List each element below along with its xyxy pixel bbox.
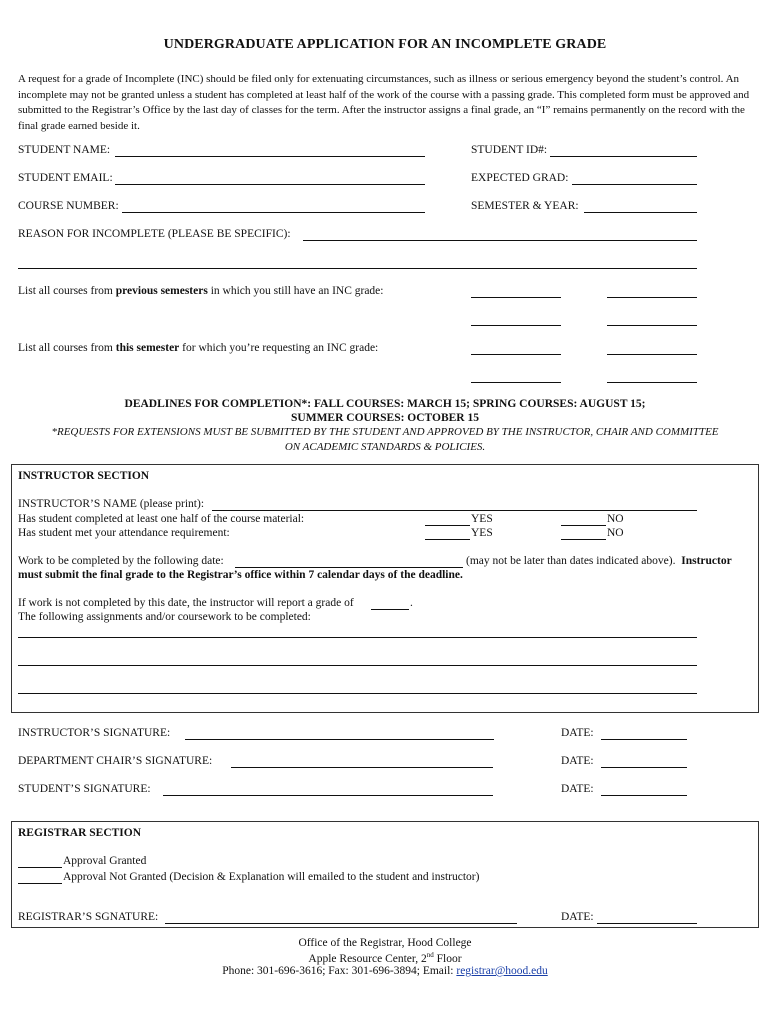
this-semester-course-field-4[interactable] bbox=[607, 382, 697, 383]
assignments-label: The following assignments and/or coursework to be completed: bbox=[18, 611, 311, 623]
previous-course-field-4[interactable] bbox=[607, 325, 697, 326]
approval-not-granted-blank[interactable] bbox=[18, 883, 62, 884]
page-title: UNDERGRADUATE APPLICATION FOR AN INCOMPLETE GRADE bbox=[163, 37, 607, 52]
instructor-section-heading: INSTRUCTOR SECTION bbox=[18, 470, 150, 482]
chair-signature-label: DEPARTMENT CHAIR’S SIGNATURE: bbox=[18, 755, 213, 767]
student-email-field[interactable] bbox=[115, 184, 425, 185]
previous-course-field-2[interactable] bbox=[607, 297, 697, 298]
registrar-section-heading: REGISTRAR SECTION bbox=[18, 827, 142, 839]
student-id-label: STUDENT ID#: bbox=[471, 144, 548, 156]
deadlines-line-2: SUMMER COURSES: OCTOBER 15 bbox=[291, 412, 479, 424]
approval-granted-label: Approval Granted bbox=[63, 855, 147, 867]
intro-paragraph: A request for a grade of Incomplete (INC) should be filed only for extenuating circumstances, such as illness or serious emergency beyond the student’s control. An incomplete may not be granted unless a student has completed at least half of the work of the course with a passing grade. This completed form must be approved and submitted to the Registrar’s Office by the last day of classes for the term. After the instructor assigns a final grade, an “I” remains permanently on the record with the final grade earned beside it. bbox=[18, 73, 750, 132]
assignments-line-1[interactable] bbox=[18, 637, 697, 638]
work-date-field[interactable] bbox=[235, 567, 463, 568]
chair-date-label: DATE: bbox=[561, 755, 594, 767]
footer-address: Apple Resource Center, 2nd Floor bbox=[308, 951, 462, 965]
reason-label: REASON FOR INCOMPLETE (PLEASE BE SPECIFIC): bbox=[18, 228, 291, 240]
default-grade-field[interactable] bbox=[371, 609, 409, 610]
default-grade-period: . bbox=[410, 597, 413, 609]
half-course-yes-label: YES bbox=[471, 513, 493, 525]
attendance-no-blank[interactable] bbox=[561, 539, 606, 540]
this-semester-course-field-2[interactable] bbox=[607, 354, 697, 355]
student-date-label: DATE: bbox=[561, 783, 594, 795]
registrar-date-label: DATE: bbox=[561, 911, 594, 923]
student-signature-field[interactable] bbox=[163, 795, 493, 796]
extension-note-2: ON ACADEMIC STANDARDS & POLICIES. bbox=[284, 441, 486, 453]
reason-field-line-1[interactable] bbox=[303, 240, 697, 241]
registrar-email-link[interactable]: registrar@hood.edu bbox=[456, 965, 548, 977]
work-date-label: Work to be completed by the following date: bbox=[18, 555, 224, 567]
course-number-field[interactable] bbox=[122, 212, 425, 213]
student-name-label: STUDENT NAME: bbox=[18, 144, 111, 156]
instructor-signature-label: INSTRUCTOR’S SIGNATURE: bbox=[18, 727, 171, 739]
instructor-signature-field[interactable] bbox=[185, 739, 494, 740]
student-date-field[interactable] bbox=[601, 795, 687, 796]
attendance-yes-label: YES bbox=[471, 527, 493, 539]
expected-grad-label: EXPECTED GRAD: bbox=[471, 172, 569, 184]
instructor-date-label: DATE: bbox=[561, 727, 594, 739]
attendance-no-label: NO bbox=[607, 527, 624, 539]
half-course-question: Has student completed at least one half of the course material: bbox=[18, 513, 305, 525]
registrar-signature-label: REGISTRAR’S SGNATURE: bbox=[18, 911, 159, 923]
course-number-label: COURSE NUMBER: bbox=[18, 200, 119, 212]
previous-courses-label: List all courses from previous semesters in which you still have an INC grade: bbox=[18, 285, 384, 297]
half-course-no-blank[interactable] bbox=[561, 525, 606, 526]
expected-grad-field[interactable] bbox=[572, 184, 697, 185]
reason-field-line-2[interactable] bbox=[18, 268, 697, 269]
semester-year-label: SEMESTER & YEAR: bbox=[471, 200, 579, 212]
chair-signature-field[interactable] bbox=[231, 767, 493, 768]
instructor-name-label: INSTRUCTOR’S NAME (please print): bbox=[18, 498, 205, 510]
student-email-label: STUDENT EMAIL: bbox=[18, 172, 113, 184]
half-course-yes-blank[interactable] bbox=[425, 525, 470, 526]
final-grade-deadline-note: must submit the final grade to the Registrar’s office within 7 calendar days of the deadline. bbox=[18, 569, 463, 581]
instructor-name-field[interactable] bbox=[212, 510, 697, 511]
this-semester-course-field-1[interactable] bbox=[471, 354, 561, 355]
extension-note-1: *REQUESTS FOR EXTENSIONS MUST BE SUBMITTED BY THE STUDENT AND APPROVED BY THE INSTRUCTOR, CHAIR AND COMMITTEE bbox=[51, 426, 719, 438]
deadlines-line-1: DEADLINES FOR COMPLETION*: FALL COURSES: MARCH 15; SPRING COURSES: AUGUST 15; bbox=[124, 398, 646, 410]
registrar-signature-field[interactable] bbox=[165, 923, 517, 924]
registrar-date-field[interactable] bbox=[597, 923, 697, 924]
attendance-yes-blank[interactable] bbox=[425, 539, 470, 540]
previous-course-field-3[interactable] bbox=[471, 325, 561, 326]
instructor-date-field[interactable] bbox=[601, 739, 687, 740]
semester-year-field[interactable] bbox=[584, 212, 697, 213]
this-semester-courses-label: List all courses from this semester for which you’re requesting an INC grade: bbox=[18, 342, 379, 354]
default-grade-label: If work is not completed by this date, the instructor will report a grade of bbox=[18, 597, 354, 609]
half-course-no-label: NO bbox=[607, 513, 624, 525]
student-id-field[interactable] bbox=[550, 156, 697, 157]
student-name-field[interactable] bbox=[115, 156, 425, 157]
footer-office: Office of the Registrar, Hood College bbox=[298, 937, 472, 949]
chair-date-field[interactable] bbox=[601, 767, 687, 768]
student-signature-label: STUDENT’S SIGNATURE: bbox=[18, 783, 151, 795]
approval-not-granted-label: Approval Not Granted (Decision & Explanation will emailed to the student and instructor) bbox=[63, 871, 480, 883]
this-semester-course-field-3[interactable] bbox=[471, 382, 561, 383]
previous-course-field-1[interactable] bbox=[471, 297, 561, 298]
footer-contact: Phone: 301-696-3616; Fax: 301-696-3894; Email: registrar@hood.edu bbox=[222, 965, 548, 977]
work-date-note: (may not be later than dates indicated above). Instructor bbox=[466, 555, 732, 567]
assignments-line-2[interactable] bbox=[18, 665, 697, 666]
assignments-line-3[interactable] bbox=[18, 693, 697, 694]
approval-granted-blank[interactable] bbox=[18, 867, 62, 868]
attendance-question: Has student met your attendance requirement: bbox=[18, 527, 230, 539]
